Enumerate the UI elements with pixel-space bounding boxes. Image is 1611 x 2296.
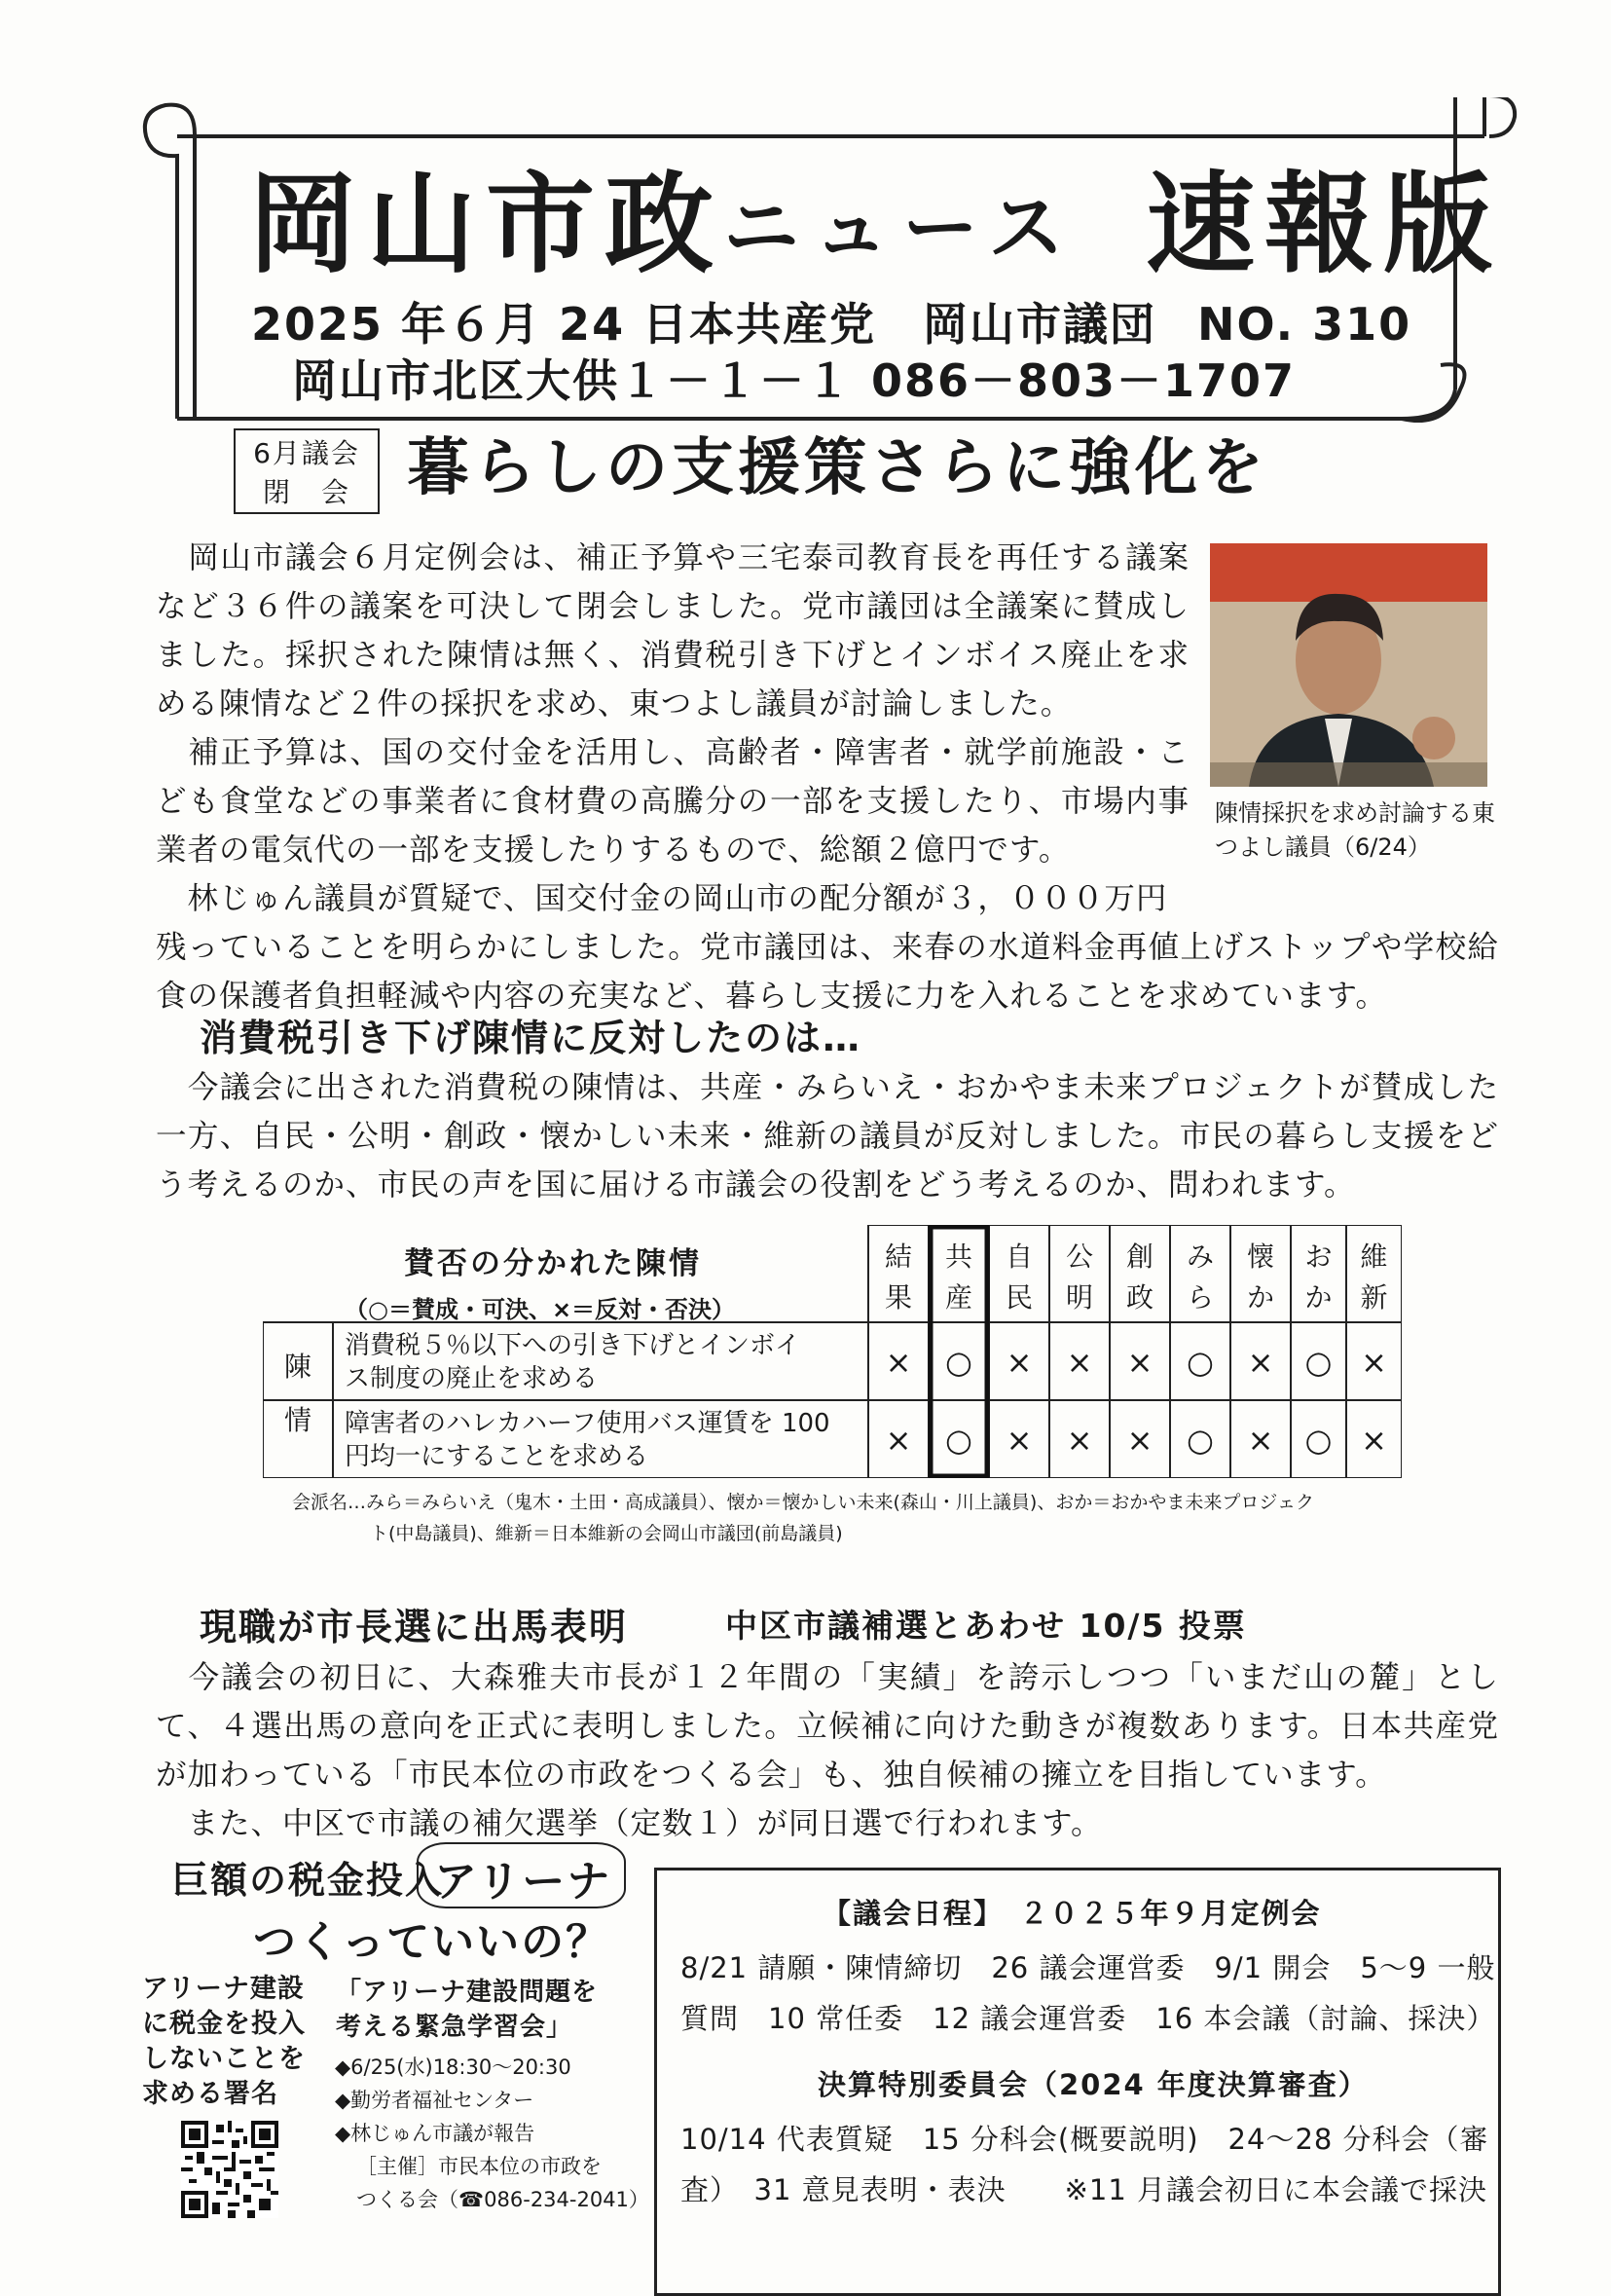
column-header-1-b: 果 [884, 1281, 913, 1314]
mayor-body-2: また、中区で市議の補欠選挙（定数１）が同日選で行われます。 [156, 1806, 1103, 1841]
table-title: 賛否の分かれた陳情 [404, 1246, 702, 1281]
phone: 086－803－1707 [871, 354, 1297, 407]
vote-table [263, 1225, 1402, 1478]
column-header-5-b: 政 [1125, 1281, 1154, 1314]
column-header-5-a: 創 [1125, 1241, 1154, 1273]
address: 岡山市北区大供１－１－１ [292, 354, 853, 407]
vote-mark-r2-c6: ○ [1187, 1422, 1214, 1459]
arena-item-speaker: ◆林じゅん市議が報告 [335, 2122, 535, 2145]
row-group-label-b: 情 [283, 1404, 312, 1436]
issue-date: 2025 年６月 24 日 [251, 298, 690, 351]
headline: 暮らしの支援策さらに強化を [407, 432, 1267, 504]
column-header-9-a: 維 [1360, 1241, 1388, 1273]
vote-mark-r2-c1: × [885, 1422, 912, 1459]
vote-mark-r2-c4: × [1066, 1422, 1093, 1459]
vote-mark-r2-c8: ○ [1304, 1422, 1333, 1459]
schedule-heading: 【議会日程】 ２０２５年９月定例会 [823, 1897, 1322, 1930]
qr-code[interactable] [181, 2121, 278, 2218]
column-header-9-b: 新 [1360, 1281, 1388, 1314]
vote-mark-r1-c8: ○ [1304, 1344, 1333, 1381]
photo-caption: 陳情採択を求め討論する東つよし議員（6/24） [1215, 799, 1495, 861]
arena-organizer-1: ［主催］市民本位の市政を [356, 2155, 602, 2178]
schedule-line-2: 質問 10 常任委 12 議会運営委 16 本会議（討論、採決） [680, 2002, 1496, 2035]
tax-body: 今議会に出された消費税の陳情は、共産・みらいえ・おかやま未来プロジェクトが賛成した一方、自民・公明・創政・懐かしい未来・維新の議員が反対しました。市民の暮らし支援をどう考えるのか、市民の声を国に届ける市議会の役割をどう考えるのか、問われます。 [156, 1070, 1499, 1203]
issue-number: NO. 310 [1197, 298, 1412, 351]
mayor-heading: 現職が市長選に出馬表明 [200, 1606, 629, 1648]
arena-line2: つくっていいの？ [253, 1917, 611, 1967]
mayor-subheading: 中区市議補選とあわせ 10/5 投票 [725, 1607, 1247, 1645]
column-header-8-a: お [1304, 1241, 1333, 1273]
table-legend: （○＝賛成・可決、×＝反対・否決） [345, 1296, 736, 1323]
column-header-6-a: み [1186, 1241, 1215, 1273]
arena-petition: アリーナ建設に税金を投入しないことを求める署名 [142, 1974, 306, 2109]
column-header-2-a: 共 [944, 1241, 973, 1273]
title-part-b: ニュース [723, 185, 1079, 273]
arena-item-datetime: ◆6/25(水)18:30～20:30 [335, 2055, 571, 2079]
lead-paragraph-2: 補正予算は、国の交付金を活用し、高齢者・障害者・就学前施設・こども食堂などの事業者に食材費の高騰分の一部を支援したり、市場内事業者の電気代の一部を支援したりするもので、総額２億円です。 [156, 735, 1190, 868]
schedule-box [654, 1868, 1501, 2296]
row-group-label-a: 陳 [283, 1351, 312, 1383]
lead-paragraph-3b: 残っていることを明らかにしました。党市議団は、来春の水道料金再値上げストップや学校給食の保護者負担軽減や内容の充実など、暮らし支援に力を入れることを求めています。 [156, 930, 1499, 1014]
table-footnote-2: ト(中島議員)、維新＝日本維新の会岡山市議団(前島議員) [370, 1523, 843, 1544]
row2-label-line2: 円均一にすることを求める [345, 1442, 649, 1471]
row2-label-line1: 障害者のハレカハーフ使用バス運賃を 100 [345, 1409, 830, 1438]
column-header-4-b: 明 [1065, 1281, 1094, 1314]
column-header-3-b: 民 [1005, 1281, 1034, 1314]
speaker-photo [1210, 543, 1487, 787]
column-header-2-b: 産 [944, 1281, 973, 1314]
lead-paragraph-3a: 林じゅん議員が質疑で、国交付金の岡山市の配分額が３，０００万円 [156, 881, 1168, 916]
column-header-8-b: か [1304, 1281, 1333, 1314]
column-header-1-a: 結 [884, 1241, 913, 1273]
arena-organizer-2: つくる会（☎086-234-2041） [356, 2188, 649, 2211]
vote-mark-r1-c3: × [1006, 1344, 1033, 1381]
schedule-line-3: 10/14 代表質疑 15 分科会(概要説明) 24～28 分科会（審 [680, 2123, 1489, 2156]
vote-mark-r2-c7: × [1247, 1422, 1274, 1459]
vote-mark-r2-c2: ○ [945, 1422, 972, 1459]
session-tag [234, 428, 380, 514]
column-header-4-a: 公 [1065, 1241, 1094, 1273]
arena-event-title: 「アリーナ建設問題を考える緊急学習会」 [336, 1978, 598, 2042]
schedule-line-1: 8/21 請願・陳情締切 26 議会運営委 9/1 開会 5～9 一般 [680, 1951, 1496, 1984]
column-header-3-a: 自 [1005, 1241, 1034, 1273]
title-part-c: 速報版 [1146, 162, 1503, 288]
vote-mark-r1-c6: ○ [1187, 1344, 1214, 1381]
arena-boxed-word: アリーナ [434, 1857, 612, 1907]
vote-mark-r2-c9: × [1361, 1422, 1387, 1459]
column-header-6-b: ら [1186, 1281, 1215, 1314]
arena-item-venue: ◆勤労者福祉センター [335, 2089, 534, 2112]
mayor-body-1: 今議会の初日に、大森雅夫市長が１２年間の「実績」を誇示しつつ「いまだ山の麓」として、４選出馬の意向を正式に表明しました。立候補に向けた動きが複数あります。日本共産党が加わっている「市民本位の市政をつくる会」も、独自候補の擁立を目指しています。 [156, 1660, 1499, 1793]
vote-mark-r1-c7: × [1247, 1344, 1274, 1381]
schedule-heading-2: 決算特別委員会（2024 年度決算審査） [818, 2068, 1369, 2101]
arena-line1: 巨額の税金投入 [171, 1859, 445, 1902]
vote-mark-r1-c5: × [1126, 1344, 1153, 1381]
row1-label-line2: ス制度の廃止を求める [345, 1364, 599, 1393]
column-header-7-b: か [1246, 1281, 1275, 1314]
vote-mark-r2-c3: × [1006, 1422, 1033, 1459]
tax-heading: 消費税引き下げ陳情に反対したのは… [200, 1017, 862, 1059]
lead-paragraph-1: 岡山市議会６月定例会は、補正予算や三宅泰司教育長を再任する議案など３６件の議案を可決して閉会しました。党市議団は全議案に賛成しました。採択された陳情は無く、消費税引き下げとインボイス廃止を求める陳情など２件の採択を求め、東つよし議員が討論しました。 [156, 540, 1190, 722]
column-header-7-a: 懐 [1246, 1241, 1275, 1273]
vote-mark-r1-c2: ○ [945, 1344, 972, 1381]
publisher: 日本共産党 岡山市議団 [642, 298, 1156, 351]
vote-mark-r1-c9: × [1361, 1344, 1387, 1381]
vote-mark-r2-c5: × [1126, 1422, 1153, 1459]
newsletter-title [248, 162, 1503, 288]
session-tag-line2: 閉 会 [262, 476, 350, 508]
vote-mark-r1-c1: × [885, 1344, 912, 1381]
schedule-line-4: 査） 31 意見表明・表決 ※11 月議会初日に本会議で採決 [680, 2173, 1488, 2206]
table-footnote-1: 会派名…みら＝みらいえ（鬼木・土田・高成議員）、懐か＝懐かしい未来(森山・川上議員)、おか＝おかやま未来プロジェク [292, 1492, 1314, 1513]
session-tag-line1: 6月議会 [253, 437, 360, 469]
title-part-a: 岡山市政 [248, 162, 723, 288]
vote-mark-r1-c4: × [1066, 1344, 1093, 1381]
row1-label-line1: 消費税５％以下への引き下げとインボイ [345, 1331, 801, 1360]
